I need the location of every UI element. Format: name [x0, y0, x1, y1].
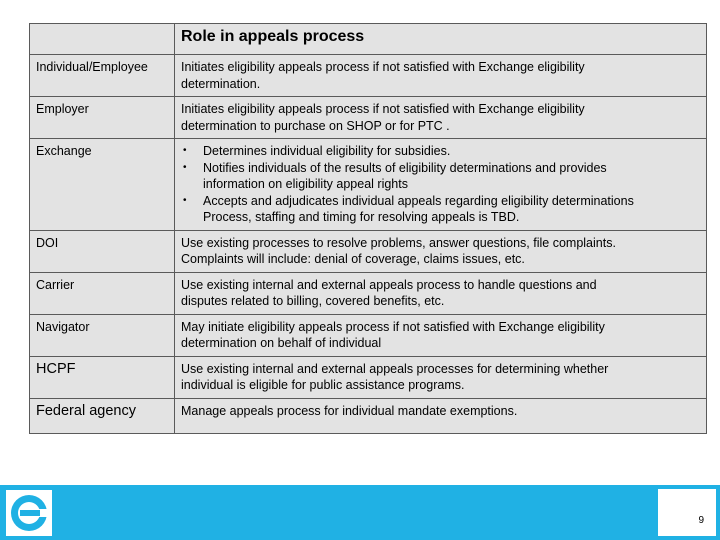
- bullet-item: [181, 160, 700, 193]
- role-line: determination.: [181, 76, 261, 91]
- role-line: Manage appeals process for individual mandate exemptions.: [181, 403, 518, 418]
- table-header-row: [30, 24, 707, 55]
- role-line: Use existing processes to resolve problems, answer questions, file complaints.: [181, 235, 616, 250]
- role-line: determination to purchase on SHOP or for PTC .: [181, 118, 450, 133]
- table-row: [30, 314, 707, 356]
- role-line: Complaints will include: denial of coverage, claims issues, etc.: [181, 252, 525, 266]
- page-number: 9: [698, 515, 704, 526]
- bullet-line: Accepts and adjudicates individual appeals regarding eligibility determinations: [203, 193, 634, 208]
- role-cell: [175, 272, 707, 314]
- role-cell: [175, 314, 707, 356]
- roles-table-container: [29, 23, 707, 434]
- role-line: Initiates eligibility appeals process if not satisfied with Exchange eligibility: [181, 102, 585, 116]
- bullet-line: Notifies individuals of the results of eligibility determinations and provides: [203, 160, 607, 175]
- bullet-line: information on eligibility appeal rights: [203, 177, 408, 191]
- bullet-line: Process, staffing and timing for resolving appeals is TBD.: [203, 210, 520, 224]
- bullet-item: [181, 193, 700, 226]
- table-row: [30, 97, 707, 139]
- role-cell: [175, 230, 707, 272]
- table-row: [30, 55, 707, 97]
- table-row: [30, 272, 707, 314]
- entity-cell: Individual/Employee: [30, 55, 175, 97]
- role-cell: [175, 139, 707, 231]
- entity-cell: Employer: [30, 97, 175, 139]
- appeals-roles-table: [29, 23, 707, 434]
- role-line: Use existing internal and external appeals processes for determining whether: [181, 361, 609, 376]
- role-line: determination on behalf of individual: [181, 336, 382, 350]
- bullet-list: [181, 143, 700, 226]
- role-line: individual is eligible for public assistance programs.: [181, 378, 465, 392]
- bullet-glyph: •: [183, 161, 187, 173]
- entity-cell: Exchange: [30, 139, 175, 231]
- bullet-line: Determines individual eligibility for subsidies.: [203, 144, 451, 158]
- bullet-item: [181, 143, 700, 160]
- table-row: [30, 139, 707, 231]
- entity-cell: DOI: [30, 230, 175, 272]
- role-cell: [175, 356, 707, 398]
- page-number-box: [658, 489, 716, 536]
- role-cell: [175, 398, 707, 433]
- footer-bar: [0, 485, 720, 540]
- table-row: [30, 398, 707, 433]
- header-role-cell: Role in appeals process: [175, 24, 707, 55]
- entity-cell: Federal agency: [30, 398, 175, 433]
- header-entity-cell: [30, 24, 175, 55]
- role-line: Use existing internal and external appeals process to handle questions and: [181, 277, 597, 292]
- role-line: Initiates eligibility appeals process if not satisfied with Exchange eligibility: [181, 60, 585, 74]
- entity-cell: HCPF: [30, 356, 175, 398]
- bullet-glyph: •: [183, 194, 187, 206]
- colorado-exchange-logo-icon: [6, 490, 52, 536]
- bullet-glyph: •: [183, 145, 187, 156]
- table-row: [30, 356, 707, 398]
- role-cell: [175, 55, 707, 97]
- entity-cell: Carrier: [30, 272, 175, 314]
- role-line: disputes related to billing, covered benefits, etc.: [181, 294, 445, 308]
- role-line: May initiate eligibility appeals process if not satisfied with Exchange eligibility: [181, 319, 605, 334]
- entity-cell: Navigator: [30, 314, 175, 356]
- role-cell: [175, 97, 707, 139]
- table-row: [30, 230, 707, 272]
